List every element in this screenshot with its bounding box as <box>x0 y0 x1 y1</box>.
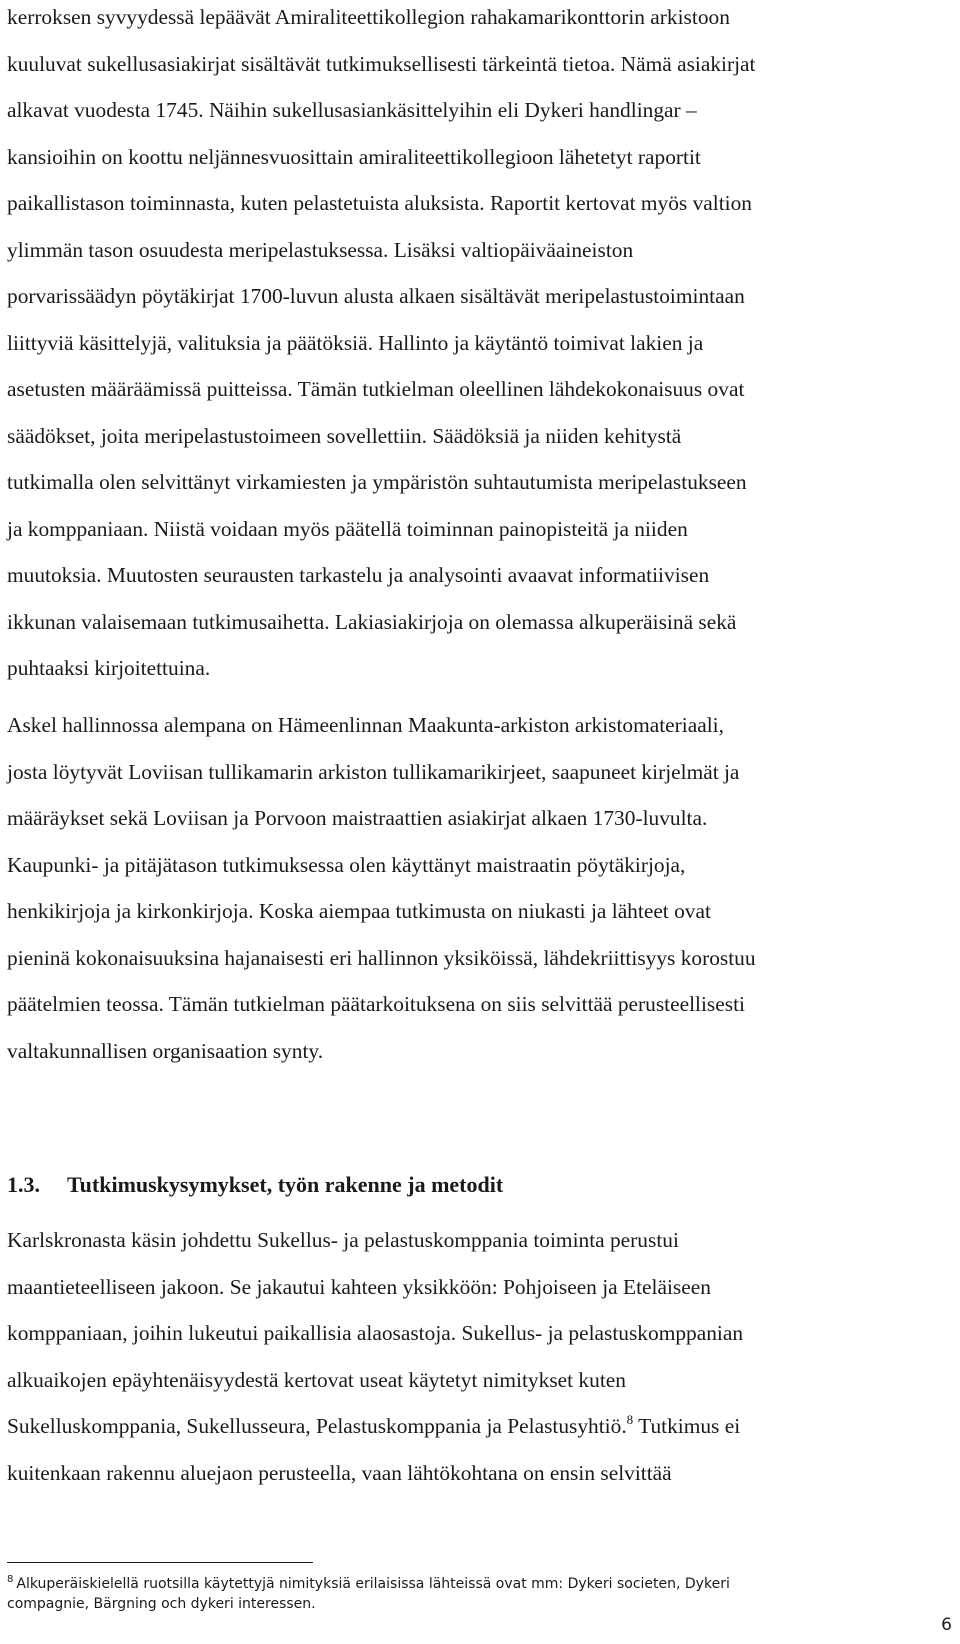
body-paragraph <box>7 702 946 1074</box>
text-line: alkuaikojen epäyhtenäisyydestä kertovat useat käytetyt nimitykset kuten <box>7 1367 626 1392</box>
text-line: kuitenkaan rakennu aluejaon perusteella, vaan lähtökohtana on ensin selvittää <box>7 1460 672 1485</box>
text-line: kerroksen syvyydessä lepäävät Amiraliteettikollegion rahakamarikonttorin arkistoon <box>7 5 730 29</box>
footnote-divider <box>7 1562 313 1563</box>
text-line: asetusten määräämissä puitteissa. Tämän tutkielman oleellinen lähdekokonaisuus ovat <box>7 377 745 401</box>
text-line <box>7 1403 946 1450</box>
text-line: ylimmän tason osuudesta meripelastuksessa. Lisäksi valtiopäiväaineiston <box>7 237 634 262</box>
text-line: maantieteelliseen jakoon. Se jakautui kahteen yksikköön: Pohjoiseen ja Eteläiseen <box>7 1274 711 1299</box>
text-line: henkikirjoja ja kirkonkirjoja. Koska aiempaa tutkimusta on niukasti ja lähteet ovat <box>7 899 711 923</box>
text-line: Kaupunki- ja pitäjätason tutkimuksessa olen käyttänyt maistraatin pöytäkirjoja, <box>7 852 686 877</box>
text-line: ikkunan valaisemaan tutkimusaihetta. Lakiasiakirjoja on olemassa alkuperäisinä sekä <box>7 609 737 634</box>
text-line: ja komppaniaan. Niistä voidaan myös päätellä toiminnan painopisteitä ja niiden <box>7 516 688 541</box>
body-paragraph <box>7 1217 946 1496</box>
text-line: porvarissäädyn pöytäkirjat 1700-luvun alusta alkaen sisältävät meripelastustoimintaan <box>7 284 745 308</box>
text-line: komppaniaan, joihin lukeutui paikallisia alaosastoja. Sukellus- ja pelastuskomppanian <box>7 1321 744 1345</box>
text-line: liittyviä käsittelyjä, valituksia ja päätöksiä. Hallinto ja käytäntö toimivat lakien ja <box>7 330 704 355</box>
footnote-text: Alkuperäiskielellä ruotsilla käytettyjä nimityksiä erilaisissa lähteissä ovat mm: Dykeri societen, Dykeri <box>16 1576 730 1592</box>
text-line: josta löytyvät Loviisan tullikamarin arkiston tullikamarikirjeet, saapuneet kirjelmät ja <box>7 759 740 784</box>
text-line: Askel hallinnossa alempana on Hämeenlinnan Maakunta-arkiston arkistomateriaali, <box>7 713 724 737</box>
text-segment: Tutkimus ei <box>633 1414 741 1438</box>
section-number: 1.3. <box>7 1172 40 1197</box>
footnote-marker: 8 <box>7 1574 14 1585</box>
text-line: kuuluvat sukellusasiakirjat sisältävät tutkimuksellisesti tärkeintä tietoa. Nämä asiakirjat <box>7 51 756 76</box>
text-line: paikallistason toiminnasta, kuten pelastetuista aluksista. Raportit kertovat myös valtion <box>7 191 752 215</box>
text-line: säädökset, joita meripelastustoimeen sovellettiin. Säädöksiä ja niiden kehitystä <box>7 423 682 448</box>
text-line: muutoksia. Muutosten seurausten tarkastelu ja analysointi avaavat informatiivisen <box>7 563 710 587</box>
footnote-reference[interactable]: 8 <box>626 1412 634 1427</box>
text-line: määräykset sekä Loviisan ja Porvoon maistraattien asiakirjat alkaen 1730-luvulta. <box>7 806 708 830</box>
footnote-line: compagnie, Bärgning och dykeri interessen. <box>7 1596 316 1612</box>
text-line: Karlskronasta käsin johdettu Sukellus- ja pelastuskomppania toiminta perustui <box>7 1228 679 1252</box>
text-segment: Sukelluskomppania, Sukellusseura, Pelastuskomppania ja Pelastusyhtiö. <box>7 1414 627 1438</box>
body-paragraph <box>7 0 946 692</box>
page-number: 6 <box>941 1615 952 1635</box>
text-line: kansioihin on koottu neljännesvuosittain amiraliteettikollegioon lähetetyt raportit <box>7 144 701 169</box>
text-line: puhtaaksi kirjoitettuina. <box>7 656 211 680</box>
text-line: alkavat vuodesta 1745. Näihin sukellusasiankäsittelyihin eli Dykeri handlingar – <box>7 98 697 122</box>
footnote <box>7 1574 937 1614</box>
footnote-line <box>7 1574 937 1594</box>
text-line: tutkimalla olen selvittänyt virkamiesten ja ympäristön suhtautumista meripelastukseen <box>7 470 747 494</box>
section-title: Tutkimuskysymykset, työn rakenne ja metodit <box>67 1172 504 1197</box>
text-line: päätelmien teossa. Tämän tutkielman päätarkoituksena on siis selvittää perusteellisesti <box>7 992 745 1016</box>
section-heading <box>7 1170 503 1200</box>
text-line: pieninä kokonaisuuksina hajanaisesti eri hallinnon yksiköissä, lähdekriittisyys korostuu <box>7 945 756 970</box>
text-line: valtakunnallisen organisaation synty. <box>7 1038 324 1063</box>
